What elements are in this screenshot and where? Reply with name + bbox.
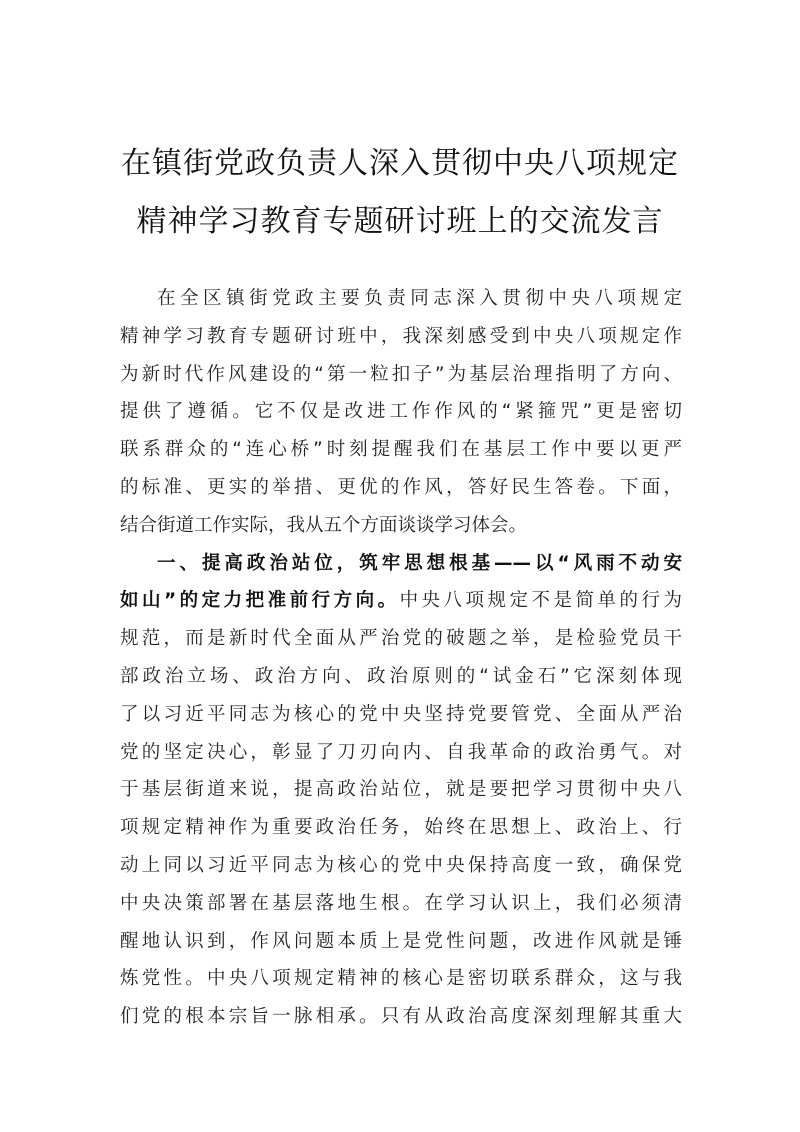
body-line: 了以习近平同志为核心的党中央坚持党要管党、全面从严治 — [120, 703, 682, 725]
body-line: 联系群众的“连心桥”时刻提醒我们在基层工作中要以更严 — [120, 439, 682, 461]
body-line: 醒地认识到，作风问题本质上是党性问题，改进作风就是锤 — [120, 930, 682, 952]
document-title-line-1: 在镇街党政负责人深入贯彻中央八项规定 — [121, 146, 679, 181]
document-body — [120, 280, 682, 1036]
body-line: 们党的根本宗旨一脉相承。只有从政治高度深刻理解其重大 — [120, 1006, 682, 1028]
body-line: 中央决策部署在基层落地生根。在学习认识上，我们必须清 — [120, 892, 682, 914]
body-line: 在全区镇街党政主要负责同志深入贯彻中央八项规定 — [157, 288, 682, 309]
body-line: 提供了遵循。它不仅是改进工作作风的“紧箍咒”更是密切 — [120, 401, 682, 423]
body-line: 部政治立场、政治方向、政治原则的“试金石”它深刻体现 — [120, 665, 682, 687]
body-line: 结合街道工作实际，我从五个方面谈谈学习体会。 — [120, 514, 528, 536]
body-line: 规范，而是新时代全面从严治党的破题之举，是检验党员干 — [120, 628, 682, 650]
body-line: 的标准、更实的举措、更优的作风，答好民生答卷。下面， — [120, 476, 682, 498]
section-heading-tail: 如山”的定力把准前行方向。 — [120, 590, 400, 612]
section-heading-line: 一、提高政治站位，筑牢思想根基——以“风雨不动安 — [157, 552, 682, 574]
mixed-line — [120, 582, 682, 620]
body-line: 为新时代作风建设的“第一粒扣子”为基层治理指明了方向、 — [120, 363, 682, 385]
body-line: 精神学习教育专题研讨班中，我深刻感受到中央八项规定作 — [120, 325, 682, 347]
body-line: 炼党性。中央八项规定精神的核心是密切联系群众，这与我 — [120, 968, 682, 990]
body-line: 党的坚定决心，彰显了刀刃向内、自我革命的政治勇气。对 — [120, 741, 682, 763]
document-title-line-2: 精神学习教育专题研讨班上的交流发言 — [136, 204, 664, 239]
body-line: 于基层街道来说，提高政治站位，就是要把学习贯彻中央八 — [120, 779, 682, 801]
body-line: 项规定精神作为重要政治任务，始终在思想上、政治上、行 — [120, 817, 682, 839]
body-text: 中央八项规定不是简单的行为 — [399, 590, 682, 612]
body-line: 动上同以习近平同志为核心的党中央保持高度一致，确保党 — [120, 854, 682, 876]
